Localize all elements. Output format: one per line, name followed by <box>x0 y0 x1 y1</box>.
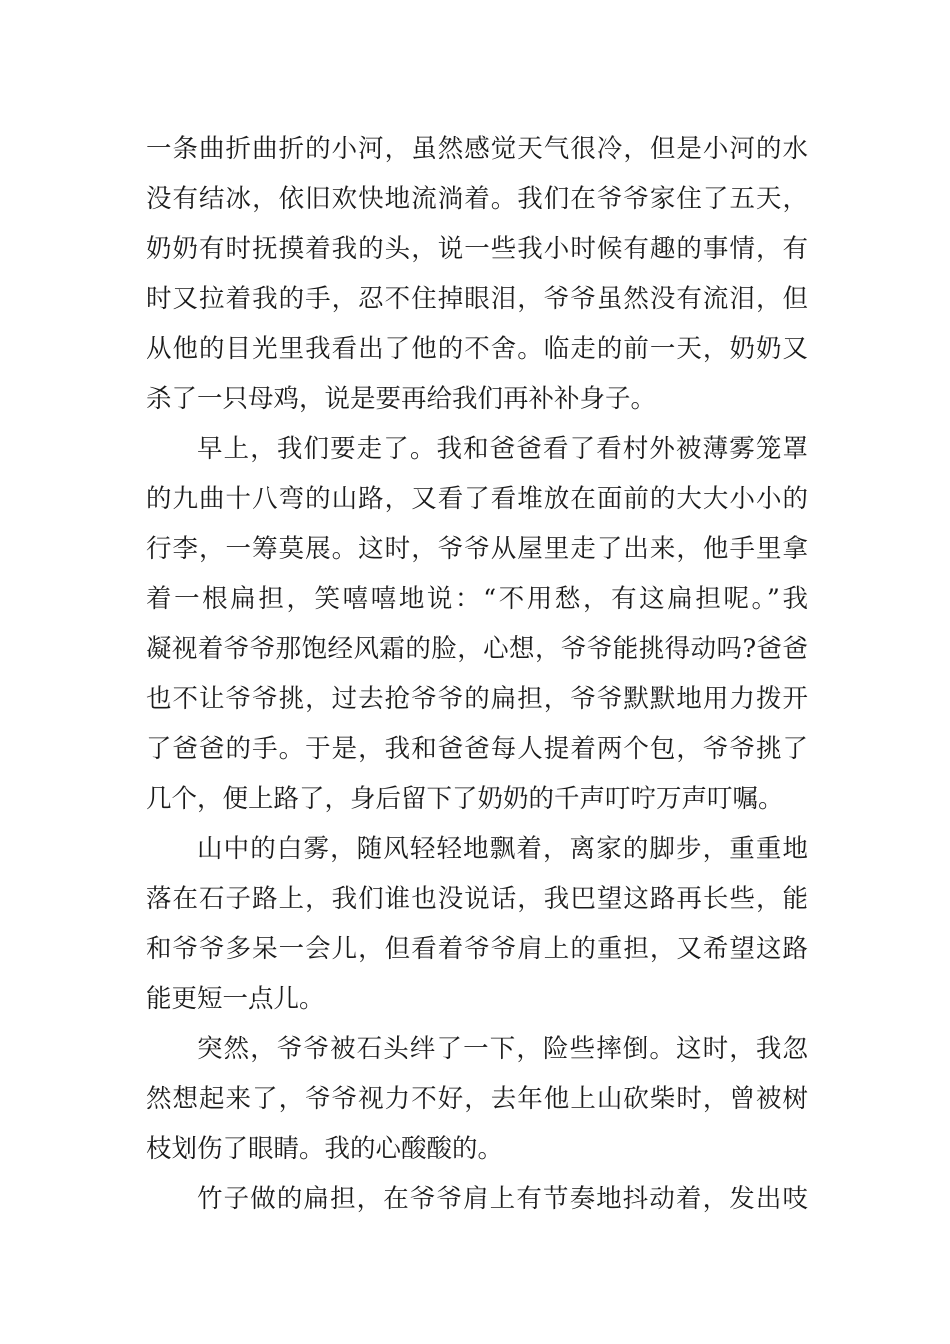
text-line: 枝划伤了眼睛。我的心酸酸的。 <box>146 1134 504 1164</box>
text-line: 杀了一只母鸡，说是要再给我们再补补身子。 <box>146 384 657 414</box>
paragraph-start-line: 突然，爷爷被石头绊了一下，险些摔倒。这时，我忽 <box>197 1034 808 1064</box>
body-text <box>146 124 808 1224</box>
text-line: 然想起来了，爷爷视力不好，去年他上山砍柴时，曾被树 <box>146 1084 808 1114</box>
paragraph-start-line: 早上，我们要走了。我和爸爸看了看村外被薄雾笼罩 <box>197 434 808 464</box>
text-line: 一条曲折曲折的小河，虽然感觉天气很冷，但是小河的水 <box>146 134 808 164</box>
text-line: 凝视着爷爷那饱经风霜的脸，心想，爷爷能挑得动吗?爸爸 <box>146 634 808 664</box>
text-line: 着一根扁担，笑嘻嘻地说：“不用愁，有这扁担呢。”我 <box>146 584 808 614</box>
text-line: 几个，便上路了，身后留下了奶奶的千声叮咛万声叮嘱。 <box>146 784 784 814</box>
text-line: 也不让爷爷挑，过去抢爷爷的扁担，爷爷默默地用力拨开 <box>146 684 808 714</box>
text-line: 奶奶有时抚摸着我的头，说一些我小时候有趣的事情，有 <box>146 234 808 264</box>
text-line: 了爸爸的手。于是，我和爸爸每人提着两个包，爷爷挑了 <box>146 734 808 764</box>
text-line: 行李，一筹莫展。这时，爷爷从屋里走了出来，他手里拿 <box>146 534 808 564</box>
text-line: 没有结冰，依旧欢快地流淌着。我们在爷爷家住了五天， <box>146 184 808 214</box>
text-line: 落在石子路上，我们谁也没说话，我巴望这路再长些，能 <box>146 884 808 914</box>
text-line: 时又拉着我的手，忍不住掉眼泪，爷爷虽然没有流泪，但 <box>146 284 808 314</box>
text-line: 的九曲十八弯的山路，又看了看堆放在面前的大大小小的 <box>146 484 808 514</box>
text-line: 和爷爷多呆一会儿，但看着爷爷肩上的重担，又希望这路 <box>146 934 808 964</box>
paragraph-start-line: 竹子做的扁担，在爷爷肩上有节奏地抖动着，发出吱 <box>197 1184 808 1214</box>
paragraph-start-line: 山中的白雾，随风轻轻地飘着，离家的脚步，重重地 <box>197 834 808 864</box>
text-line: 从他的目光里我看出了他的不舍。临走的前一天，奶奶又 <box>146 334 808 364</box>
text-line: 能更短一点儿。 <box>146 984 325 1014</box>
